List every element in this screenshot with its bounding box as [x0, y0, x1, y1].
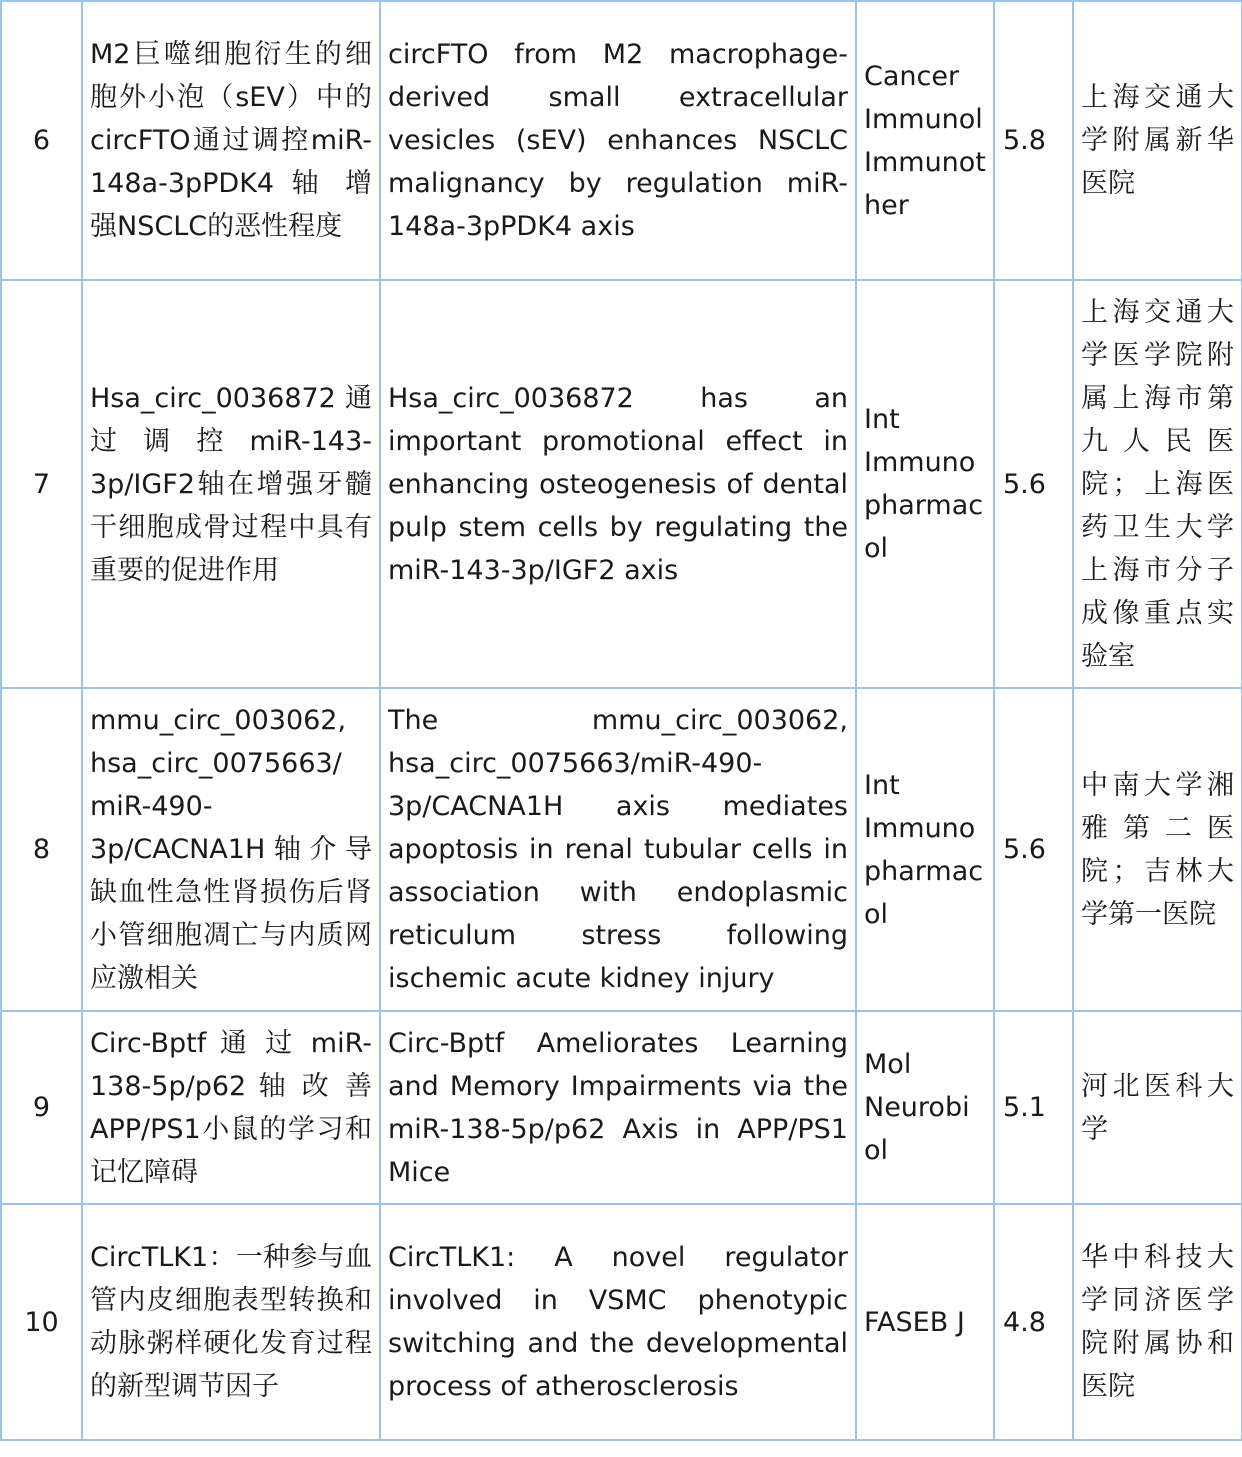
table-row [1, 688, 1242, 1011]
journal-name: FASEB J [856, 1204, 994, 1440]
english-title: Circ-Bptf Ameliorates Learning and Memory Impairments via the miR-138-5p/p62 Axis in APP/PS1 Mice [380, 1011, 856, 1204]
chinese-title: CircTLK1：一种参与血管内皮细胞表型转换和动脉粥样硬化发育过程的新型调节因子 [82, 1204, 380, 1440]
institution: 中南大学湘雅第二医院；吉林大学第一医院 [1073, 688, 1242, 1011]
chinese-title: Circ-Bptf 通 过 miR-138-5p/p62 轴 改 善APP/PS1小鼠的学习和记忆障碍 [82, 1011, 380, 1204]
row-number: 7 [1, 280, 82, 688]
impact-factor: 5.8 [994, 1, 1073, 280]
impact-factor: 5.6 [994, 280, 1073, 688]
chinese-title: mmu_circ_003062, hsa_circ_0075663/ miR-490-3p/CACNA1H轴介导缺血性急性肾损伤后肾小管细胞凋亡与内质网应激相关 [82, 688, 380, 1011]
impact-factor: 5.6 [994, 688, 1073, 1011]
impact-factor: 5.1 [994, 1011, 1073, 1204]
table-row [1, 1011, 1242, 1204]
institution: 华中科技大学同济医学院附属协和医院 [1073, 1204, 1242, 1440]
row-number: 8 [1, 688, 82, 1011]
chinese-title: M2巨噬细胞衍生的细胞外小泡（sEV）中的circFTO通过调控miR-148a-3pPDK4 轴 增强NSCLC的恶性程度 [82, 1, 380, 280]
chinese-title: Hsa_circ_0036872通过调控miR-143-3p/IGF2轴在增强牙髓干细胞成骨过程中具有重要的促进作用 [82, 280, 380, 688]
journal-name: Int Immunopharmacol [856, 688, 994, 1011]
english-title: CircTLK1: A novel regulator involved in VSMC phenotypic switching and the developmental process of atherosclerosis [380, 1204, 856, 1440]
row-number: 6 [1, 1, 82, 280]
journal-name: Int Immunopharmacol [856, 280, 994, 688]
english-title: Hsa_circ_0036872 has an important promotional effect in enhancing osteogenesis of dental pulp stem cells by regulating the miR-143-3p/IGF2 axis [380, 280, 856, 688]
row-number: 10 [1, 1204, 82, 1440]
english-title: circFTO from M2 macrophage-derived small extracellular vesicles (sEV) enhances NSCLC malignancy by regulation miR-148a-3pPDK4 axis [380, 1, 856, 280]
english-title: The mmu_circ_003062, hsa_circ_0075663/miR-490-3p/CACNA1H axis mediates apoptosis in renal tubular cells in association with endoplasmic reticulum stress following ischemic acute kidney injury [380, 688, 856, 1011]
institution: 上海交通大学医学院附属上海市第九人民医院；上海医药卫生大学上海市分子成像重点实验室 [1073, 280, 1242, 688]
journal-name: Cancer Immunol Immunother [856, 1, 994, 280]
institution: 上海交通大学附属新华医院 [1073, 1, 1242, 280]
table-row [1, 1, 1242, 280]
table-row [1, 1204, 1242, 1440]
journal-name: Mol Neurobiol [856, 1011, 994, 1204]
row-number: 9 [1, 1011, 82, 1204]
table-row [1, 280, 1242, 688]
institution: 河北医科大学 [1073, 1011, 1242, 1204]
impact-factor: 4.8 [994, 1204, 1073, 1440]
